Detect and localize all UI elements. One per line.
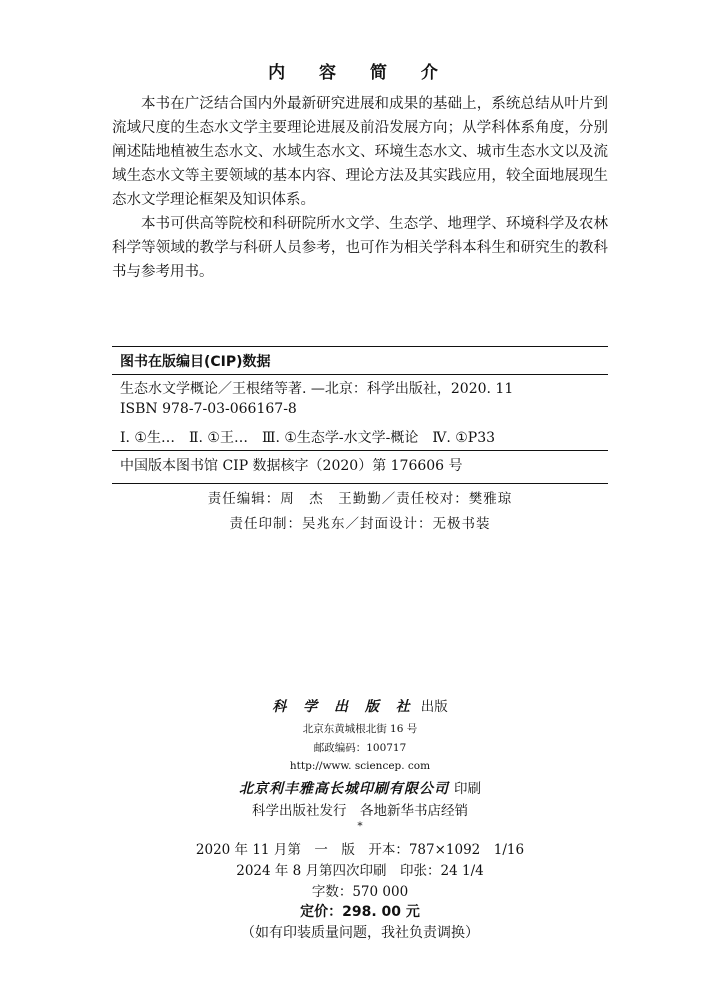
summary-paragraph: 本书在广泛结合国内外最新研究进展和成果的基础上，系统总结从叶片到流域尺度的生态水文学主要理论进展及前沿发展方向；从学科体系角度，分别阐述陆地植被生态水文、水域生态水文、环境生态水文、城市生态水文以及流域生态水文等主要领域的基本内容、理论方法及其实践应用，较全面地展现生态水文学理论框架及知识体系。 bbox=[112, 96, 608, 208]
publisher-name: 科 学 出 版 社 bbox=[272, 699, 416, 715]
summary-paragraph: 本书可供高等院校和科研院所水文学、生态学、地理学、环境科学及农林科学等领域的教学与科研人员参考，也可作为相关学科本科生和研究生的教科书与参考用书。 bbox=[112, 216, 608, 280]
publisher-line bbox=[0, 695, 720, 716]
word-count: 字数：570 000 bbox=[311, 884, 409, 900]
printer-suffix: 印刷 bbox=[454, 781, 482, 797]
cip-data-box bbox=[112, 346, 608, 484]
printer-name: 北京利丰雅高长城印刷有限公司 bbox=[238, 781, 449, 797]
cip-record-number: 中国版本图书馆 CIP 数据核字（2020）第 176606 号 bbox=[120, 458, 463, 474]
printing-line: 2024 年 8 月第四次印刷 印张：24 1/4 bbox=[236, 863, 484, 879]
publisher-website: http://www. sciencep. com bbox=[289, 760, 431, 772]
publisher-suffix: 出版 bbox=[420, 699, 448, 715]
summary-title: 内 容 简 介 bbox=[268, 63, 452, 83]
cip-divider bbox=[112, 374, 608, 375]
cip-classification: Ⅰ. ①生… Ⅱ. ①王… Ⅲ. ①生态学-水文学-概论 Ⅳ. ①P33 bbox=[120, 430, 496, 446]
edition-line: 2020 年 11 月第 一 版 开本：787×1092 1/16 bbox=[195, 842, 525, 858]
distribution-line: 科学出版社发行 各地新华书店经销 bbox=[252, 803, 468, 819]
summary-body bbox=[112, 92, 608, 284]
cip-divider bbox=[112, 450, 608, 451]
quality-notice: （如有印装质量问题，我社负责调换） bbox=[241, 925, 479, 941]
price-line: 定价：298. 00 元 bbox=[300, 904, 420, 920]
printer-line bbox=[0, 777, 720, 798]
separator-asterisk: * bbox=[357, 820, 363, 832]
cip-book-line: 生态水文学概论／王根绪等著. —北京：科学出版社，2020. 11 bbox=[120, 381, 514, 397]
publisher-address: 北京东黄城根北街 16 号 bbox=[302, 723, 418, 735]
publisher-postcode: 邮政编码：100717 bbox=[313, 742, 407, 754]
cip-isbn: ISBN 978-7-03-066167-8 bbox=[120, 401, 297, 417]
editors-line-1: 责任编辑：周 杰 王勤勤／责任校对：樊雅琼 bbox=[207, 491, 513, 507]
cip-heading: 图书在版编目(CIP)数据 bbox=[120, 354, 271, 370]
editors-line-2: 责任印制：吴兆东／封面设计：无极书装 bbox=[229, 516, 491, 532]
